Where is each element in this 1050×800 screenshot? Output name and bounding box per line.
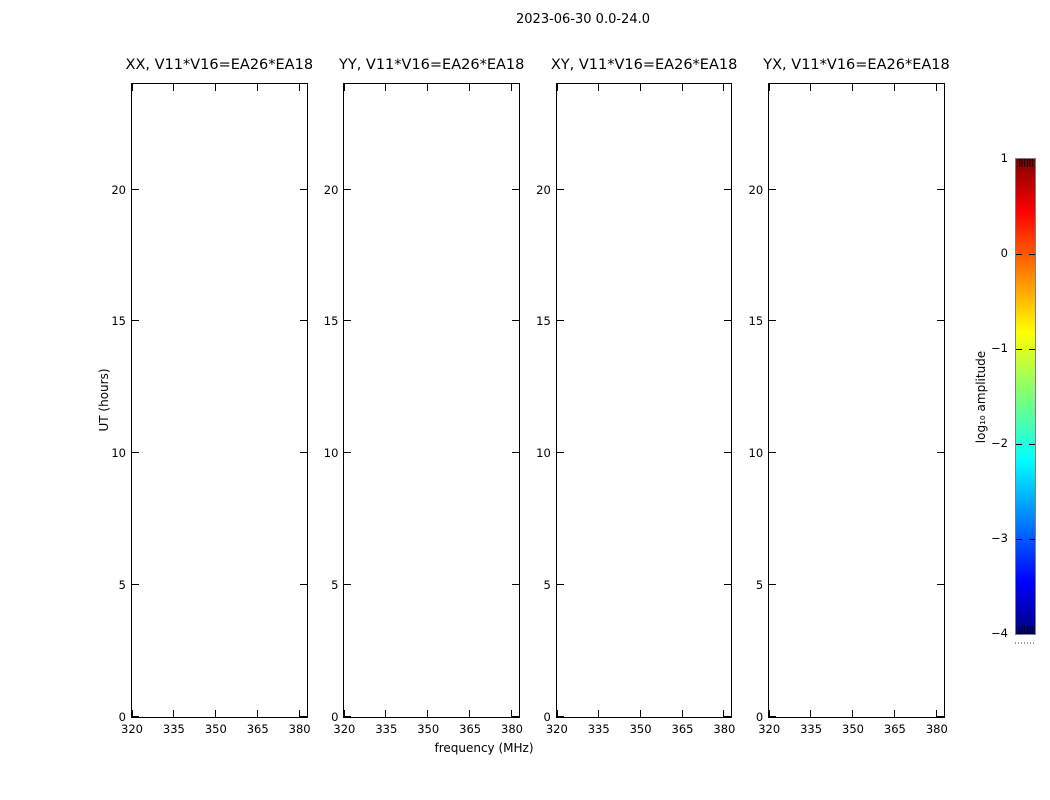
y-tick-mark [769,189,776,190]
colorbar-tick-label: 0 [1000,246,1008,260]
colorbar-tick-mark [1016,539,1022,540]
x-tick-mark [511,84,512,91]
x-tick-label: 350 [842,722,864,736]
y-tick-label: 0 [118,710,126,724]
x-tick-mark [640,84,641,91]
x-tick-mark [215,710,216,717]
y-tick-mark [937,452,944,453]
colorbar-top-hatch [1019,159,1033,167]
colorbar-tick-label: −4 [991,626,1008,640]
x-tick-label: 365 [459,722,482,736]
x-tick-label: 335 [587,722,610,736]
x-tick-mark [557,84,558,91]
subplot-panel [131,83,308,718]
y-tick-label: 15 [748,314,764,329]
subplot-panel [556,83,733,718]
y-tick-mark [937,320,944,321]
x-tick-label: 380 [288,722,311,736]
x-tick-label: 320 [545,722,568,736]
x-tick-label: 380 [925,722,948,736]
x-tick-label: 335 [800,722,823,736]
colorbar-gradient [1016,159,1035,634]
y-tick-label: 5 [118,578,126,593]
y-tick-mark [769,584,776,585]
x-tick-label: 350 [629,722,652,736]
y-tick-label: 10 [748,446,764,461]
x-tick-mark [852,710,853,717]
y-tick-mark [769,320,776,321]
colorbar-tick-mark [1016,254,1022,255]
y-tick-label: 5 [755,578,764,593]
x-tick-label: 365 [883,722,906,736]
x-tick-label: 320 [121,722,143,736]
x-tick-label: 320 [758,722,781,736]
x-tick-mark [894,710,895,717]
y-tick-mark [132,320,139,321]
x-tick-mark [173,710,174,717]
y-tick-mark [344,716,351,717]
x-tick-mark [640,710,641,717]
y-tick-mark [344,320,351,321]
x-tick-mark [723,84,724,91]
subplot-title: YX, V11*V16=EA26*EA18 [763,57,950,73]
colorbar-tick-label: 1 [1000,151,1008,165]
x-tick-mark [257,710,258,717]
y-tick-label: 15 [323,314,339,329]
y-tick-mark [557,189,564,190]
y-tick-label: 20 [748,182,764,197]
subplot-panel [343,83,520,718]
x-tick-label: 350 [417,722,440,736]
subplot-panel [768,83,945,718]
x-tick-label: 380 [713,722,736,736]
y-tick-mark [344,452,351,453]
y-tick-mark [769,452,776,453]
x-tick-label: 335 [375,722,398,736]
figure-title: 2023-06-30 0.0-24.0 [516,12,650,27]
x-tick-mark [852,84,853,91]
y-tick-mark [937,189,944,190]
colorbar-tick-mark [1016,349,1022,350]
x-tick-label: 350 [204,722,227,736]
colorbar-tick-label: −1 [991,341,1008,355]
x-tick-mark [215,84,216,91]
y-tick-mark [937,584,944,585]
y-axis-label: UT (hours) [97,368,111,432]
y-tick-mark [557,584,564,585]
x-tick-mark [810,710,811,717]
colorbar-tick-mark [1029,444,1035,445]
x-tick-mark [385,84,386,91]
colorbar-tick-mark [1029,254,1035,255]
x-tick-mark [385,710,386,717]
y-tick-mark [557,716,564,717]
x-axis-label: frequency (MHz) [434,741,534,755]
x-tick-label: 380 [501,722,523,736]
x-tick-label: 320 [333,722,356,736]
subplot-title: YY, V11*V16=EA26*EA18 [338,57,525,73]
x-tick-mark [682,84,683,91]
x-tick-mark [810,84,811,91]
y-tick-label: 15 [536,314,551,329]
y-tick-mark [344,584,351,585]
colorbar-tick-label: −2 [991,436,1008,450]
x-tick-mark [682,710,683,717]
subplot-title: XX, V11*V16=EA26*EA18 [125,57,314,73]
x-tick-mark [427,84,428,91]
x-tick-mark [344,84,345,91]
colorbar-label: log₁₀ amplitude [974,350,988,444]
colorbar-tick-mark [1029,349,1035,350]
x-tick-mark [299,84,300,91]
y-tick-label: 0 [331,710,339,724]
x-tick-label: 365 [671,722,694,736]
y-tick-label: 20 [536,182,551,197]
x-tick-mark [769,84,770,91]
y-tick-label: 15 [111,314,126,329]
x-tick-mark [936,84,937,91]
colorbar-dotted-edge [1015,642,1036,644]
y-tick-label: 20 [323,182,339,197]
y-tick-label: 5 [543,578,551,593]
y-tick-mark [132,189,139,190]
y-tick-mark [132,452,139,453]
colorbar-bottom-hatch [1019,626,1033,634]
x-tick-mark [469,84,470,91]
y-tick-label: 10 [323,446,339,461]
y-tick-mark [937,716,944,717]
y-tick-mark [344,189,351,190]
colorbar-tick-mark [1016,444,1022,445]
y-tick-label: 20 [111,182,126,197]
y-tick-mark [557,320,564,321]
x-tick-mark [427,710,428,717]
colorbar-tick-label: −3 [991,531,1008,545]
y-tick-mark [769,716,776,717]
x-tick-mark [173,84,174,91]
y-tick-mark [557,452,564,453]
y-tick-label: 5 [331,578,339,593]
x-tick-mark [598,710,599,717]
y-tick-mark [132,584,139,585]
y-tick-label: 10 [536,446,551,461]
x-tick-mark [469,710,470,717]
x-tick-mark [598,84,599,91]
y-tick-label: 0 [543,710,551,724]
colorbar [1015,158,1036,635]
y-tick-label: 0 [755,710,764,724]
colorbar-tick-mark [1029,539,1035,540]
x-tick-mark [257,84,258,91]
subplot-title: XY, V11*V16=EA26*EA18 [550,57,738,73]
x-tick-label: 365 [246,722,269,736]
y-tick-mark [132,716,139,717]
x-tick-mark [132,84,133,91]
y-tick-label: 10 [111,446,126,461]
x-tick-label: 335 [162,722,185,736]
x-tick-mark [894,84,895,91]
